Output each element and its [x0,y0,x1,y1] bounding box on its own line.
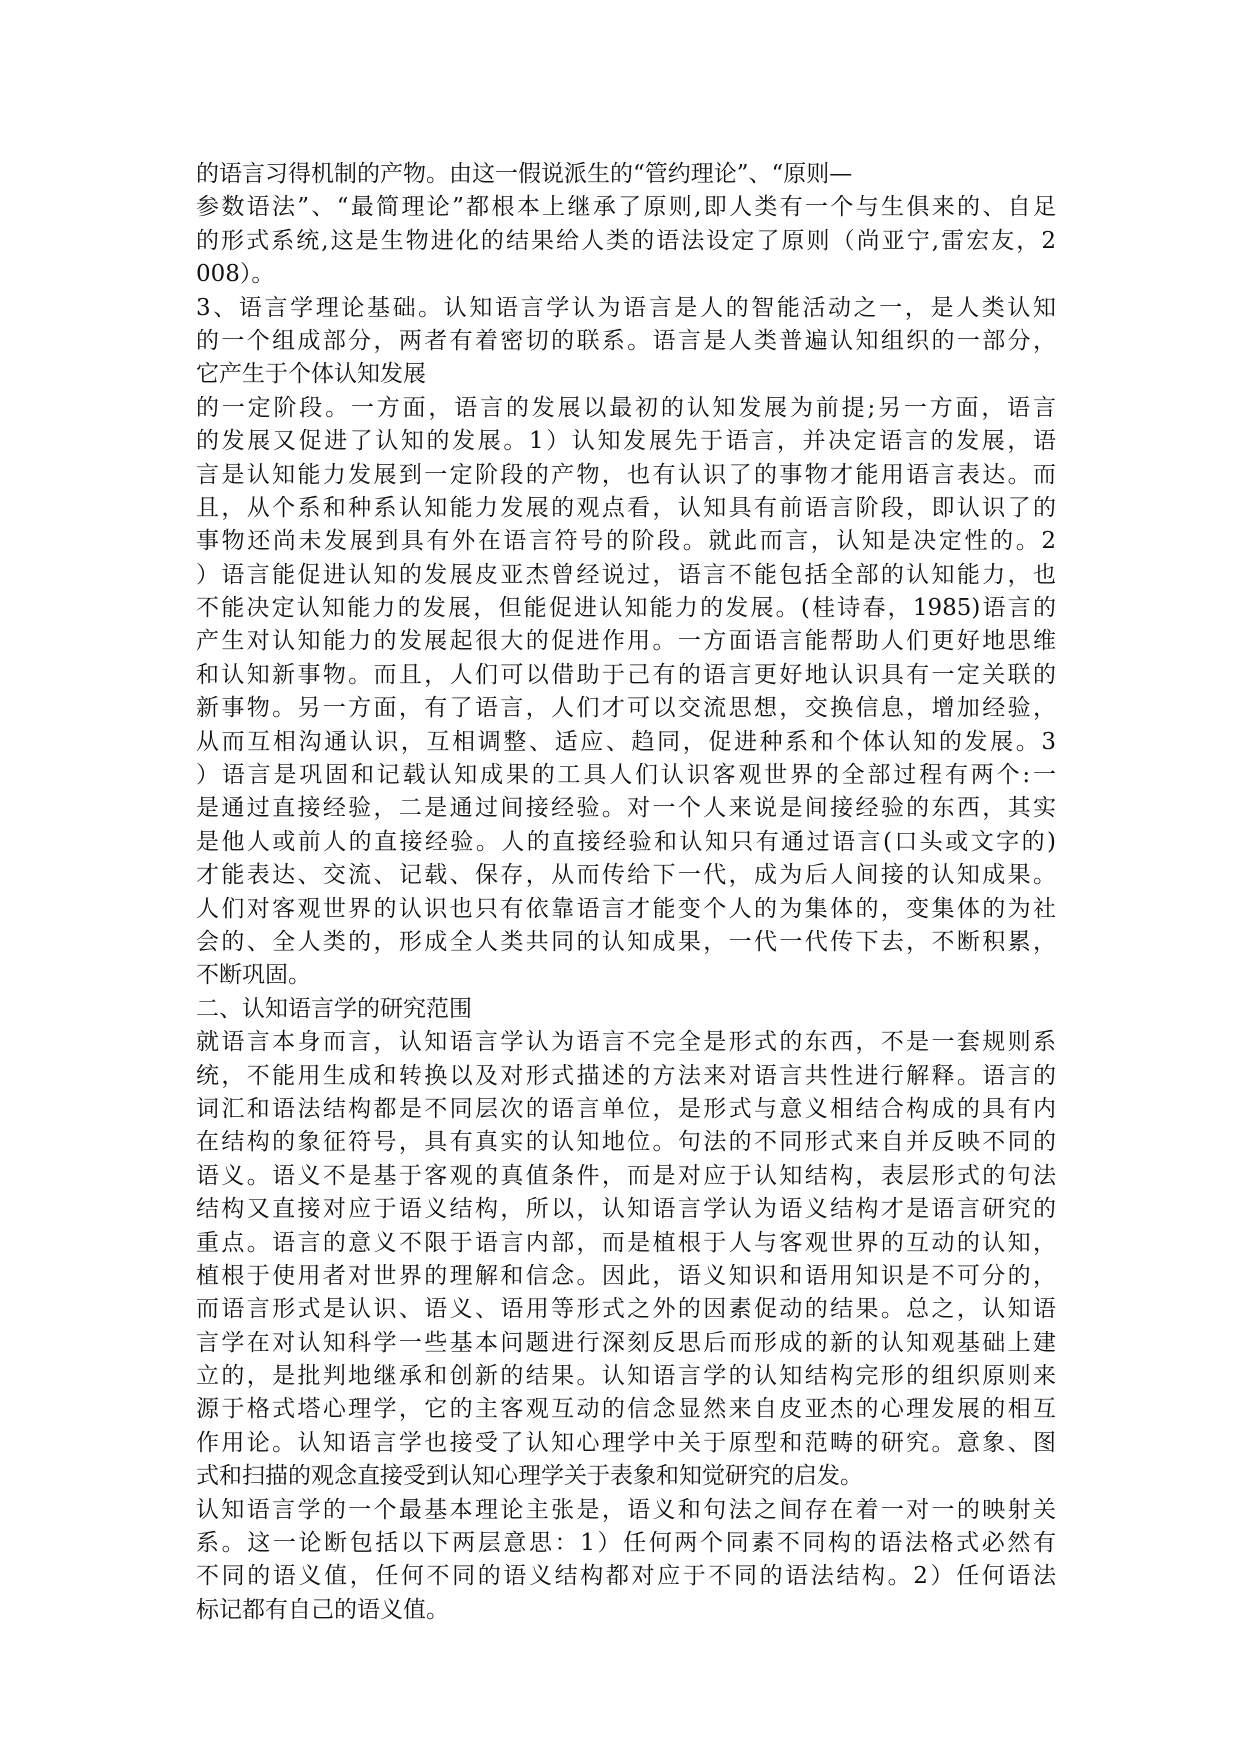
text-line: 系。这一论断包括以下两层意思：1）任何两个同素不同构的语法格式必然有 [196,1530,1056,1557]
text-line: 且，从个系和种系认知能力发展的观点看，认知具有前语言阶段，即认识了的 [196,494,1056,521]
text-line: 立的，是批判地继承和创新的结果。认知语言学的认知结构完形的组织原则来 [196,1363,1056,1390]
text-line: 的一个组成部分，两者有着密切的联系。语言是人类普遍认知组织的一部分， [196,327,1056,354]
text-line: 语义。语义不是基于客观的真值条件，而是对应于认知结构，表层形式的句法 [196,1162,1056,1189]
text-line: 式和扫描的观念直接受到认知心理学关于表象和知觉研究的启发。 [196,1463,863,1490]
text-line: 产生对认知能力的发展起很大的促进作用。一方面语言能帮助人们更好地思维 [196,628,1056,655]
text-line: 植根于使用者对世界的理解和信念。因此，语义知识和语用知识是不可分的， [196,1262,1056,1289]
text-line: 而语言形式是认识、语义、语用等形式之外的因素促动的结果。总之，认知语 [196,1296,1056,1323]
text-line: 二、认知语言学的研究范围 [196,995,472,1022]
text-line: 不断巩固。 [196,962,311,989]
text-line: 作用论。认知语言学也接受了认知心理学中关于原型和范畴的研究。意象、图 [196,1429,1056,1456]
text-line: 不能决定认知能力的发展，但能促进认知能力的发展。(桂诗春，1985)语言的 [196,595,1056,622]
text-line: 是通过直接经验，二是通过间接经验。对一个人来说是间接经验的东西，其实 [196,795,1056,822]
text-line: ）语言能促进认知的发展皮亚杰曾经说过，语言不能包括全部的认知能力，也 [196,561,1056,588]
text-line: 的语言习得机制的产物。由这一假说派生的“管约理论”、“原则— [196,161,853,187]
text-line: 人们对客观世界的认识也只有依靠语言才能变个人的为集体的，变集体的为社 [196,895,1056,922]
text-line: 在结构的象征符号，具有真实的认知地位。句法的不同形式来自并反映不同的 [196,1129,1056,1156]
text-line: 不同的语义值，任何不同的语义结构都对应于不同的语法结构。2）任何语法 [196,1563,1056,1590]
text-line: 标记都有自己的语义值。 [196,1596,449,1623]
text-line: 言学在对认知科学一些基本问题进行深刻反思后而形成的新的认知观基础上建 [196,1329,1056,1356]
body-text [196,158,1056,1627]
text-line: 和认知新事物。而且，人们可以借助于己有的语言更好地认识具有一定关联的 [196,661,1056,688]
text-line: 的形式系统,这是生物进化的结果给人类的语法设定了原则（尚亚宁,雷宏友，2 [196,227,1056,254]
text-line: 从而互相沟通认识，互相调整、适应、趋同，促进种系和个体认知的发展。3 [196,728,1056,755]
text-line: 就语言本身而言，认知语言学认为语言不完全是形式的东西，不是一套规则系 [196,1029,1056,1056]
text-line: 统，不能用生成和转换以及对形式描述的方法来对语言共性进行解释。语言的 [196,1062,1056,1089]
text-line: 参数语法”、“最简理论”都根本上继承了原则,即人类有一个与生俱来的、自足 [196,194,1056,221]
text-line: 结构又直接对应于语义结构，所以，认知语言学认为语义结构才是语言研究的 [196,1196,1056,1223]
text-line: 言是认知能力发展到一定阶段的产物，也有认识了的事物才能用语言表达。而 [196,461,1056,488]
text-line: 它产生于个体认知发展 [196,361,426,388]
text-line: 会的、全人类的，形成全人类共同的认知成果，一代一代传下去，不断积累， [196,928,1056,955]
text-line: 的发展又促进了认知的发展。1）认知发展先于语言，并决定语言的发展，语 [196,428,1056,455]
text-line: 是他人或前人的直接经验。人的直接经验和认知只有通过语言(口头或文字的) [196,828,1056,855]
text-line: 的一定阶段。一方面，语言的发展以最初的认知发展为前提;另一方面，语言 [196,394,1056,421]
text-line: 新事物。另一方面，有了语言，人们才可以交流思想，交换信息，增加经验， [196,695,1056,722]
text-line: 才能表达、交流、记载、保存，从而传给下一代，成为后人间接的认知成果。 [196,862,1056,889]
text-line: 008）。 [196,261,275,288]
text-line: 事物还尚未发展到具有外在语言符号的阶段。就此而言，认知是决定性的。2 [196,528,1056,555]
text-line: 词汇和语法结构都是不同层次的语言单位，是形式与意义相结合构成的具有内 [196,1095,1056,1122]
text-line: 源于格式塔心理学，它的主客观互动的信念显然来自皮亚杰的心理发展的相互 [196,1396,1056,1423]
text-line: 3、语言学理论基础。认知语言学认为语言是人的智能活动之一，是人类认知 [196,294,1056,321]
text-line: ）语言是巩固和记载认知成果的工具人们认识客观世界的全部过程有两个:一 [196,762,1056,789]
text-line: 认知语言学的一个最基本理论主张是，语义和句法之间存在着一对一的映射关 [196,1496,1056,1523]
text-line: 重点。语言的意义不限于语言内部，而是植根于人与客观世界的互动的认知， [196,1229,1056,1256]
